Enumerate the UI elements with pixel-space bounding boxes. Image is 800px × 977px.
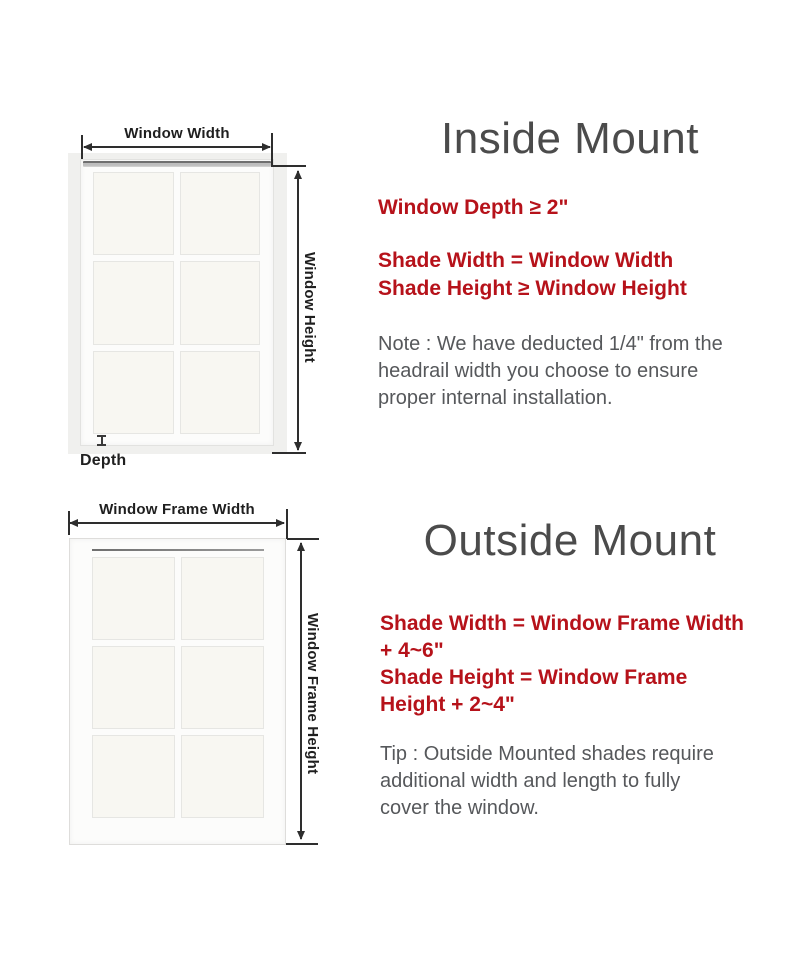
rule-line: Shade Height = Window Frame	[380, 666, 688, 689]
rule-line: Height + 2~4"	[380, 693, 515, 716]
outside-mount-title: Outside Mount	[423, 516, 717, 565]
width-dimension-arrow	[84, 146, 270, 148]
note-line: Note : We have deducted 1/4" from the	[378, 333, 723, 355]
window-pane	[181, 646, 264, 729]
dimension-corner	[272, 165, 306, 167]
rule-line: Shade Width = Window Width	[378, 249, 674, 272]
window-width-label: Window Width	[124, 125, 230, 142]
dimension-tick	[286, 509, 288, 539]
window-panes	[92, 557, 264, 818]
tip-line: cover the window.	[380, 797, 539, 819]
window-pane	[180, 172, 261, 255]
rule-line: Shade Width = Window Frame Width	[380, 612, 745, 635]
depth-marker-icon	[97, 435, 106, 446]
window-pane	[180, 261, 261, 344]
window-sash-shadow	[92, 549, 264, 551]
window-pane	[181, 735, 264, 818]
tip-line: Tip : Outside Mounted shades require	[380, 743, 714, 765]
dimension-tick	[286, 843, 318, 845]
outside-shade-rules	[380, 610, 744, 718]
height-dimension-arrow	[300, 543, 302, 839]
window-frame-width-label: Window Frame Width	[99, 501, 255, 518]
window-pane	[180, 351, 261, 434]
depth-label: Depth	[80, 452, 127, 469]
window-pane	[92, 557, 175, 640]
dimension-tick	[272, 452, 306, 454]
height-dimension-arrow	[297, 171, 299, 450]
window-pane	[93, 261, 174, 344]
rule-line: Shade Height ≥ Window Height	[378, 277, 687, 300]
tip-line: additional width and length to fully	[380, 770, 681, 792]
window-depth-rule: Window Depth ≥ 2"	[378, 196, 569, 219]
inside-mount-note	[378, 331, 723, 412]
inside-shade-rules	[378, 247, 687, 303]
note-line: headrail width you choose to ensure	[378, 360, 699, 382]
note-line: proper internal installation.	[378, 387, 613, 409]
window-frame-height-label: Window Frame Height	[304, 613, 321, 775]
dimension-corner	[287, 538, 319, 540]
window-height-label: Window Height	[301, 252, 318, 363]
window-pane	[92, 735, 175, 818]
window-pane	[92, 646, 175, 729]
shade-headrail	[83, 161, 271, 167]
window-pane	[93, 172, 174, 255]
width-dimension-arrow	[70, 522, 284, 524]
inside-mount-title: Inside Mount	[441, 114, 699, 163]
rule-line: + 4~6"	[380, 639, 444, 662]
window-panes	[93, 172, 260, 434]
outside-mount-tip	[380, 741, 714, 822]
dimension-tick	[271, 133, 273, 167]
window-pane	[93, 351, 174, 434]
window-pane	[181, 557, 264, 640]
